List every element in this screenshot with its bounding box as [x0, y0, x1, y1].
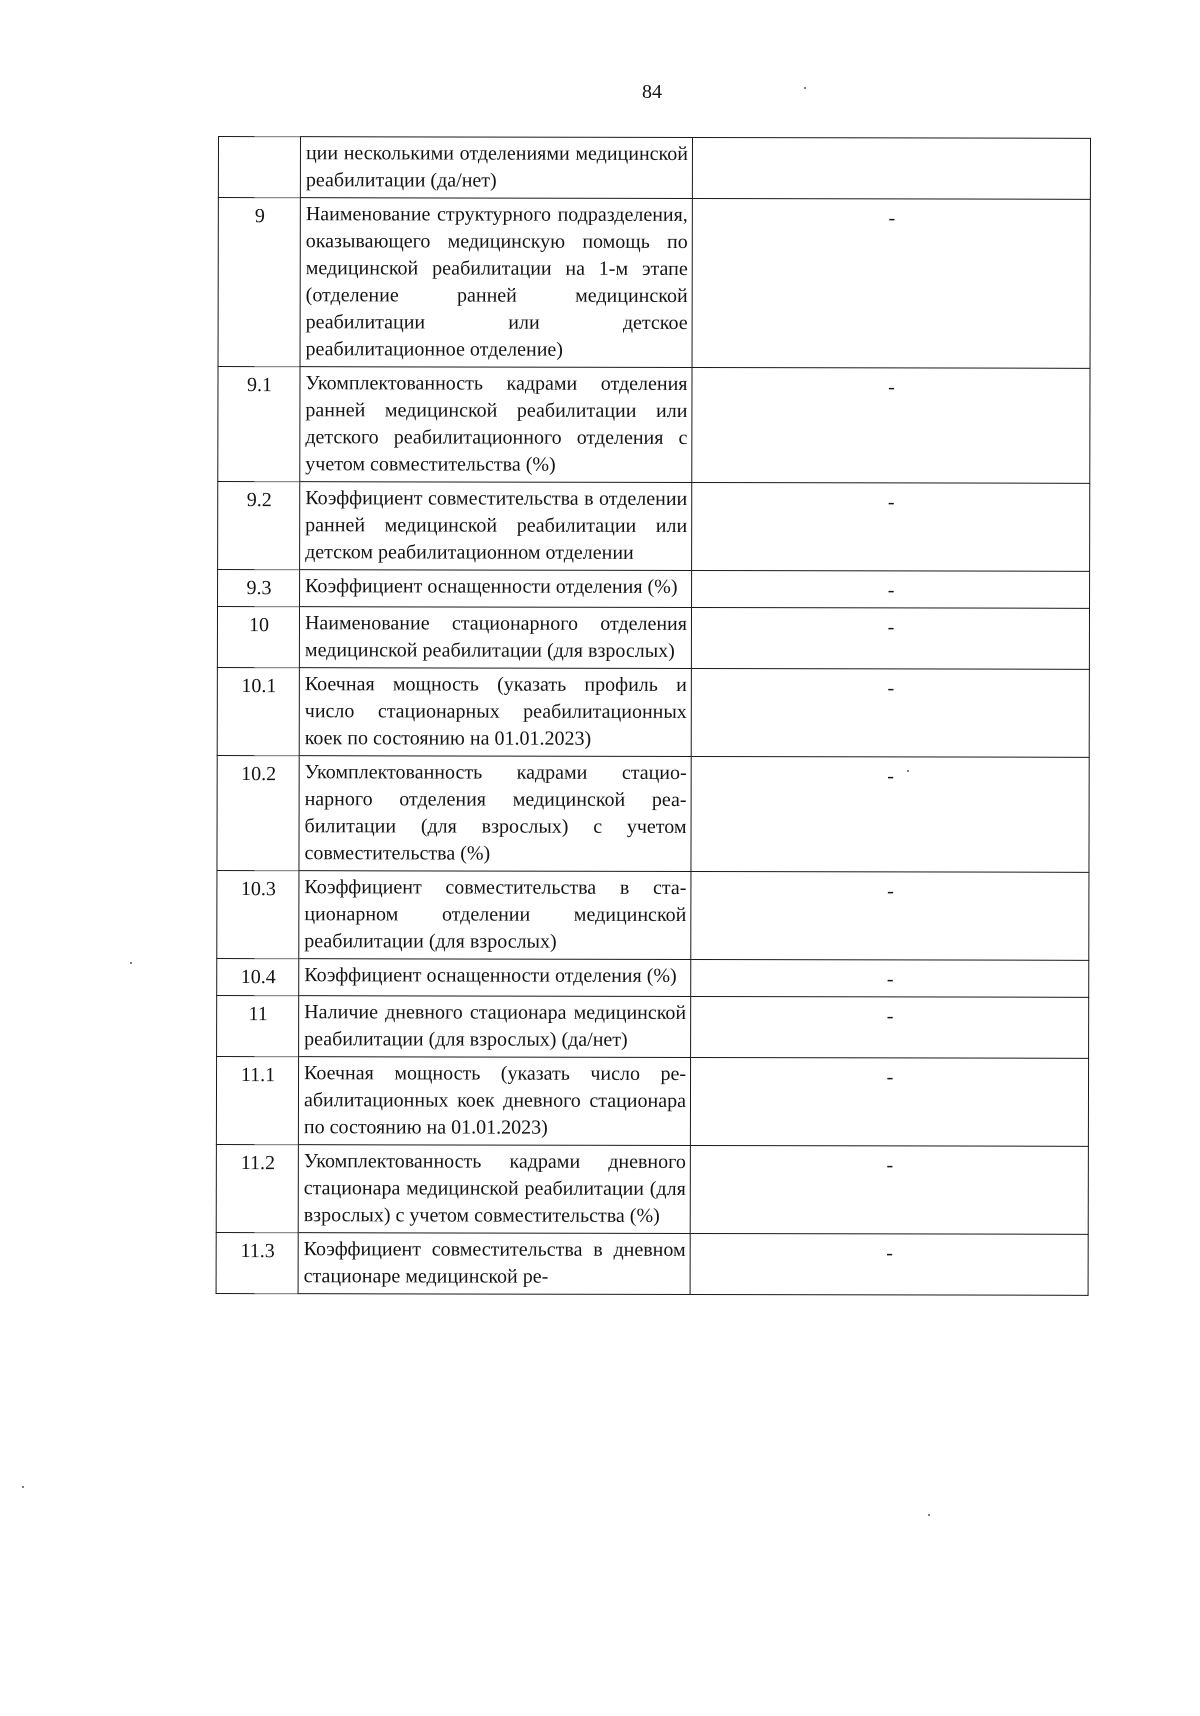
- row-number: 10.1: [217, 667, 299, 755]
- row-number: 10: [217, 607, 299, 668]
- scan-speck: [804, 87, 806, 89]
- row-number: 11.3: [216, 1232, 298, 1293]
- row-number: 9.2: [218, 482, 300, 570]
- row-number: 10.4: [217, 958, 299, 995]
- indicator-name: Коэффициент совместительства в стационарном отделении медицинской реабилитации (для взрослых): [299, 871, 691, 960]
- indicator-value: -: [691, 871, 1089, 960]
- indicator-value: -: [691, 959, 1089, 997]
- indicator-value: -: [690, 1057, 1088, 1146]
- indicator-name: Наименование стационарного отделения медицинской реабилитации (для взрослых): [299, 607, 691, 669]
- row-number: 9.1: [218, 367, 300, 482]
- indicator-name: Коечная мощность (указать число реабилитационных коек дневного стационара по состоянию на 01.01.2023): [298, 1057, 690, 1146]
- row-number: 11.2: [216, 1144, 298, 1232]
- table-row: [217, 607, 1089, 670]
- row-number: 11.1: [216, 1056, 298, 1144]
- indicator-name: ции несколькими отделениями медицинской реабилитации (да/нет): [300, 137, 692, 199]
- table-row: [216, 1232, 1088, 1295]
- indicator-name: Укомплектованность кадрами дневного стационара медицинской реабилитации (для взрослых) с учетом совместительства (%): [298, 1145, 690, 1234]
- indicator-name: Коэффициент оснащенности отделения (%): [300, 570, 692, 608]
- indicator-name: Коэффициент совместительства в отделении ранней медицинской реабилитации или детском реабилитационном отделении: [300, 482, 692, 571]
- table-row: [218, 367, 1090, 484]
- table-row: [217, 667, 1089, 757]
- indicator-name: Укомплектованность кадрами стационарного отделения медицинской реабилитации (для взрослых) с учетом совместительства (%): [299, 756, 691, 872]
- table-row: [218, 570, 1090, 609]
- table-row: [218, 137, 1090, 200]
- indicator-value: -: [692, 482, 1090, 571]
- table-row: [216, 1056, 1088, 1146]
- indicator-value: -: [690, 1145, 1088, 1234]
- indicator-name: Укомплектованность кадрами отделения ранней медицинской реабилитации или детского реабилитационного отделения с учетом совместительства (%): [300, 367, 692, 483]
- table-row: [218, 482, 1090, 572]
- scan-speck: [22, 1486, 24, 1488]
- indicator-value: -: [692, 198, 1090, 368]
- indicator-name: Коечная мощность (указать профиль и число стационарных реабилитационных коек по состоянию на 01.01.2023): [299, 668, 691, 757]
- indicator-value: -: [690, 1233, 1088, 1295]
- indicator-value: -: [691, 756, 1089, 872]
- row-number: 10.3: [217, 870, 299, 958]
- indicator-value: -: [691, 607, 1089, 669]
- table-row: [216, 1144, 1088, 1234]
- table-row: [217, 995, 1089, 1058]
- indicator-value: -: [692, 367, 1090, 483]
- row-number: 11: [217, 995, 299, 1056]
- table-row: [218, 198, 1090, 369]
- row-number: 10.2: [217, 755, 299, 870]
- indicator-value: -: [691, 996, 1089, 1058]
- table-row: [217, 755, 1089, 872]
- indicator-value: [692, 137, 1090, 199]
- table-row: [217, 958, 1089, 997]
- indicator-value: -: [691, 668, 1089, 757]
- row-number: 9.3: [218, 570, 300, 607]
- indicator-name: Наличие дневного стационара медицинской реабилитации (для взрослых) (да/нет): [299, 996, 691, 1058]
- indicator-name: Наименование структурного подразделения, оказывающего медицинскую помощь по медицинской реабилитации на 1-м этапе (отделение ранней медицинской реабилитации или детское реабилитационное отделение): [300, 198, 692, 368]
- indicator-name: Коэффициент совместительства в дневном стационаре медицинской ре-: [298, 1233, 690, 1295]
- indicator-value: -: [692, 570, 1090, 608]
- row-number: [218, 137, 300, 198]
- scan-speck: [928, 1514, 930, 1516]
- indicator-name: Коэффициент оснащенности отделения (%): [299, 959, 691, 997]
- row-number: 9: [218, 198, 300, 367]
- scan-speck: [907, 770, 909, 772]
- table-row: [217, 870, 1089, 960]
- page-number: 84: [642, 81, 662, 103]
- indicators-table: [216, 136, 1091, 1296]
- scan-speck: [130, 962, 132, 964]
